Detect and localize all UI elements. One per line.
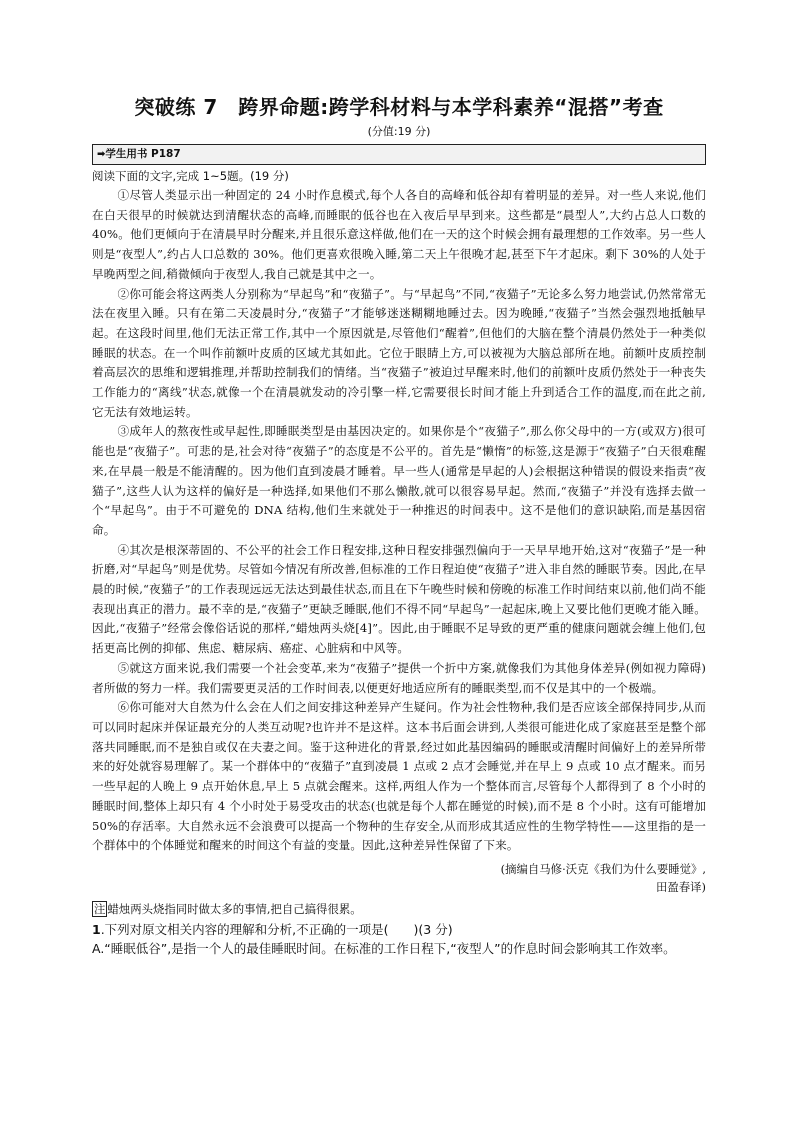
- reading-passage: [92, 186, 706, 856]
- paragraph-3: ③成年人的熬夜性或早起性,即睡眠类型是由基因决定的。如果你是个“夜猫子”,那么你父母中的一方(或双方)很可能也是“夜猫子”。可悲的是,社会对待“夜猫子”的态度是不公平的。首先是“懒惰”的标签,这是源于“夜猫子”白天很难醒来,在早晨一般是不能清醒的。因为他们直到凌晨才睡着。早一些人(通常是早起的人)会根据这种错误的假设来指责“夜猫子”,这些人认为这样的偏好是一种选择,如果他们不那么懒散,就可以很容易早起。然而,“夜猫子”并没有选择去做一个“早起鸟”。由于不可避免的 DNA 结构,他们生来就处于一种推迟的时间表中。这不是他们的意识缺陷,而是基因宿命。: [92, 424, 706, 537]
- note-marker: 注: [94, 901, 106, 916]
- document-page: [92, 92, 706, 958]
- paragraph-2: ②你可能会将这两类人分别称为“早起鸟”和“夜猫子”。与“早起鸟”不同,“夜猫子”无论多么努力地尝试,仍然常常无法在夜里入睡。只有在第二天凌晨时分,“夜猫子”才能够迷迷糊糊地睡过去。因为晚睡,“夜猫子”当然会强烈地抵触早起。在这段时间里,他们无法正常工作,其中一个原因就是,尽管他们“醒着”,但他们的大脑在整个清晨仍然处于一种类似睡眠的状态。在一个叫作前额叶皮质的区域尤其如此。它位于眼睛上方,可以被视为大脑总部所在地。前额叶皮质控制着高层次的思维和逻辑推理,并帮助控制我们的情绪。当“夜猫子”被迫过早醒来时,他们的前额叶皮质仍然处于一种丧失工作能力的“离线”状态,就像一个在清晨就发动的冷引擎一样,它需要很长时间才能上升到适合工作的温度,而在此之前,它无法有效地运转。: [92, 286, 706, 419]
- paragraph-6: ⑥你可能对大自然为什么会在人们之间安排这种差异产生疑问。作为社会性物种,我们是否应该全部保持同步,从而可以同时起床并保证最充分的人类互动呢?也许并不是这样。这本书后面会讲到,人类很可能进化成了家庭甚至是整个部落共同睡眠,而不是独自或仅在夫妻之间。鉴于这种进化的背景,经过如此基因编码的睡眠或清醒时间偏好上的差异所带来的好处就容易理解了。某一个群体中的“夜猫子”直到凌晨 1 点或 2 点才会睡觉,并在早上 9 点或 10 点才醒来。而另一些早起的人晚上 9 点开始休息,早上 5 点就会醒来。这样,两组人作为一个整体而言,尽管每个人都得到了 8 个小时的睡眠时间,整体上却只有 4 个小时处于易受攻击的状态(也就是每个人都在睡觉的时候),而不是 8 个小时。这有可能增加 50%的存活率。大自然永远不会浪费可以提高一个物种的生存安全,从而形成其适应性的生物学特性——这里指的是一个群体中的个体睡觉和醒来的时间这个有益的变量。因此,这种差异性保留了下来。: [92, 700, 706, 853]
- option-a: A.“睡眠低谷”,是指一个人的最佳睡眠时间。在标准的工作日程下,“夜型人”的作息时间会影响其工作效率。: [92, 940, 676, 956]
- page-title: 突破练 7 跨界命题:跨学科材料与本学科素养“混搭”考查: [134, 95, 664, 119]
- question-number: 1: [92, 921, 101, 937]
- arrow-icon: ➡: [97, 149, 106, 160]
- paragraph-5: ⑤就这方面来说,我们需要一个社会变革,来为“夜猫子”提供一个折中方案,就像我们为其他身体差异(例如视力障碍)者所做的努力一样。我们需要更灵活的工作时间表,以便更好地适应所有的睡眠类型,而不仅是其中的一个极端。: [92, 660, 706, 695]
- paragraph-4: ④其次是根深蒂固的、不公平的社会工作日程安排,这种日程安排强烈偏向于一天早早地开始,这对“夜猫子”是一种折磨,对“早起鸟”则是优势。尽管如今情况有所改善,但标准的工作日程迫使“夜猫子”进入非自然的睡眠节奏。因此,在早晨的时候,“夜猫子”的工作表现远远无法达到最佳状态,而且在下午晚些时候和傍晚的标准工作时间结束以前,他们尚不能表现出真正的潜力。最不幸的是,“夜猫子”更缺乏睡眠,他们不得不同“早起鸟”一起起床,晚上又要比他们更晚才能入睡。因此,“夜猫子”经常会像俗话说的那样,“蜡烛两头烧[4]”。因此,由于睡眠不足导致的更严重的健康问题就会缠上他们,包括更高比例的抑郁、焦虑、糖尿病、癌症、心脏病和中风等。: [92, 542, 706, 656]
- question-1: [92, 920, 706, 939]
- book-reference: 学生用书 P187: [105, 148, 181, 160]
- paragraph-1: ①尽管人类显示出一种固定的 24 小时作息模式,每个人各自的高峰和低谷却有着明显的差异。对一些人来说,他们在白天很早的时候就达到清醒状态的高峰,而睡眠的低谷也在入夜后早早到来。这些都是“晨型人”,大约占总人口数的 40%。他们更倾向于在清晨早时分醒来,并且很乐意这样做,他们在一天的这个时候会拥有最理想的工作效率。另一些人则是“夜型人”,约占人口总数的 30%。他们更喜欢很晚入睡,第二天上午很晚才起,甚至下午才起床。剩下 30%的人处于早晚两型之间,稍微倾向于夜型人,我自己就是其中之一。: [92, 188, 706, 281]
- source-citation: (摘编自马修·沃克《我们为什么要睡觉》, 田盈春译): [500, 861, 706, 894]
- reading-instruction: 阅读下面的文字,完成 1~5题。(19 分): [92, 169, 289, 183]
- score-note: (分值:19 分): [367, 125, 431, 138]
- question-stem: .下列对原文相关内容的理解和分析,不正确的一项是( )(3 分): [100, 921, 453, 937]
- note-text: 蜡烛两头烧指同时做太多的事情,把自己搞得很累。: [107, 901, 362, 916]
- book-reference-bar: [92, 144, 706, 165]
- footnote: [92, 900, 706, 918]
